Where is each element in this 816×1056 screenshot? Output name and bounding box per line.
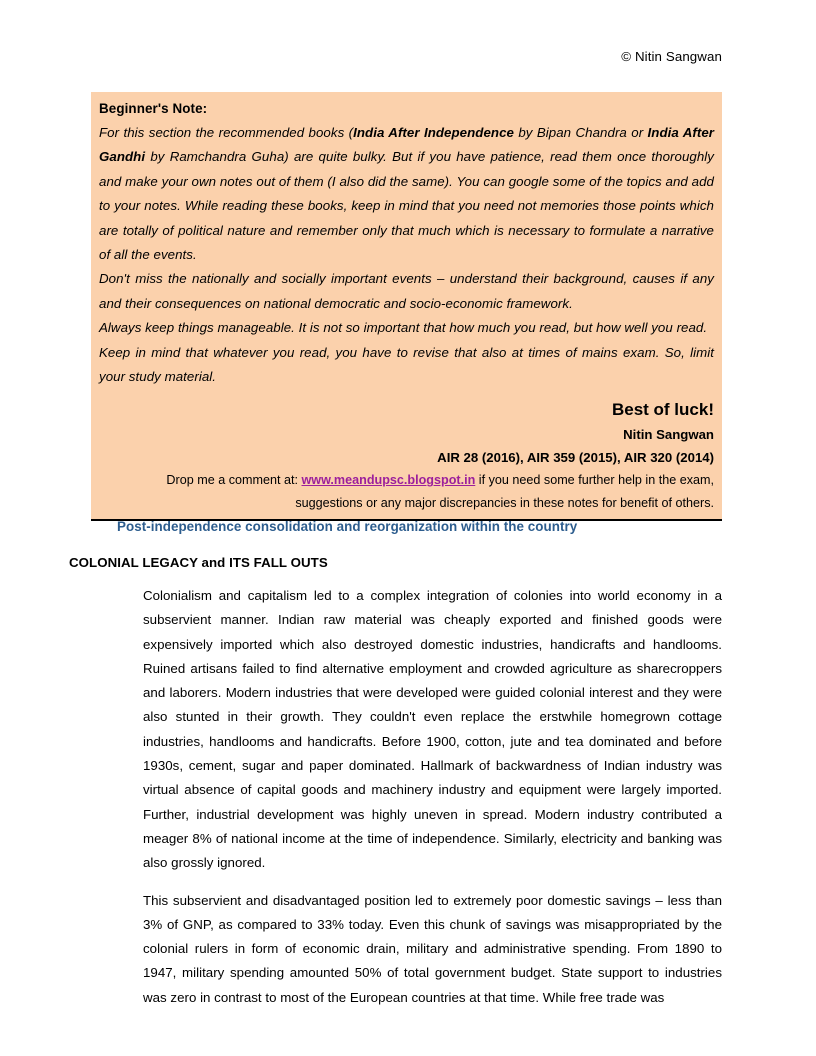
beginners-note-paragraph-3: Always keep things manageable. It is not so important that how much you read, but how well you read. bbox=[99, 320, 708, 336]
author-air-ranks: AIR 28 (2016), AIR 359 (2015), AIR 320 (2014) bbox=[437, 450, 714, 466]
contact-line bbox=[99, 469, 714, 515]
contact-prefix-text: Drop me a comment at: bbox=[166, 473, 302, 488]
copyright-notice: © Nitin Sangwan bbox=[621, 49, 722, 64]
sub-heading-colonial-legacy: COLONIAL LEGACY and ITS FALL OUTS bbox=[69, 555, 328, 570]
best-of-luck-text: Best of luck! bbox=[611, 400, 714, 420]
body-paragraph-2: This subservient and disadvantaged position led to extremely poor domestic savings – less than 3% of GNP, as compared to 33% today. Even this chunk of savings was misappropriated by the colonial rulers in form of economic drain, military and administrative spending. From 1890 to 1947, military spending amounted 50% of total government budget. State support to industries was zero in contrast to most of the European countries at that time. While free trade was bbox=[143, 892, 722, 1005]
blog-link[interactable]: www.meandupsc.blogspot.in bbox=[301, 473, 476, 488]
body-paragraph-1: Colonialism and capitalism led to a complex integration of colonies into world economy in a subservient manner. Indian raw material was cheaply exported and finished goods were expensively imported which also destroyed domestic industries, handicrafts and handlooms. Ruined artisans failed to find alternative employment and crowded agriculture as sharecroppers and laborers. Modern industries that were developed were guided colonial interest and they were also stunted in their growth. They couldn't even replace the erstwhile homegrown cottage industries, handlooms and handicrafts. Before 1900, cotton, jute and tea dominated and before 1930s, cement, sugar and paper dominated. Hallmark of backwardness of Indian industry was virtual absence of capital goods and machinery industry and equipment were largely imported. Further, industrial development was highly uneven in spread. Modern industry contributed a meager 8% of national income at the time of independence. Similarly, electricity and banking was also grossly ignored. bbox=[143, 588, 722, 871]
beginners-note-paragraph-1 bbox=[99, 121, 714, 267]
book-title-india-after-gandhi: India After Gandhi bbox=[99, 125, 714, 165]
beginners-note-title: Beginner's Note: bbox=[99, 101, 208, 116]
note-para1-segment-3: by Ramchandra Guha) are quite bulky. But if you have patience, read them once thoroughly and make your own notes out of them (I also did the same). You can google some of the topics and add to your notes. While reading these books, keep in mind that you need not memories those points which are totally of political nature and remember only that much which is necessary to formulate a narrative of all the events. bbox=[99, 149, 714, 263]
section-heading: Post-independence consolidation and reorganization within the country bbox=[117, 519, 578, 534]
beginners-note-paragraph-4: Keep in mind that whatever you read, you have to revise that also at times of mains exam. So, limit your study material. bbox=[99, 344, 714, 385]
beginners-note-paragraph-2: Don't miss the nationally and socially important events – understand their background, causes if any and their consequences on national democratic and socio-economic framework. bbox=[99, 271, 714, 311]
note-para1-segment-2: by Bipan Chandra or bbox=[513, 125, 648, 140]
book-title-india-after-independence: India After Independence bbox=[353, 125, 514, 140]
contact-suffix-text: if you need some further help in the exam, suggestions or any major discrepancies in these notes for benefit of others. bbox=[295, 473, 714, 511]
author-signature: Nitin Sangwan bbox=[623, 427, 714, 443]
note-para1-segment-1: For this section the recommended books ( bbox=[99, 125, 354, 140]
body-content bbox=[143, 584, 722, 1010]
beginners-note-box bbox=[91, 92, 722, 521]
